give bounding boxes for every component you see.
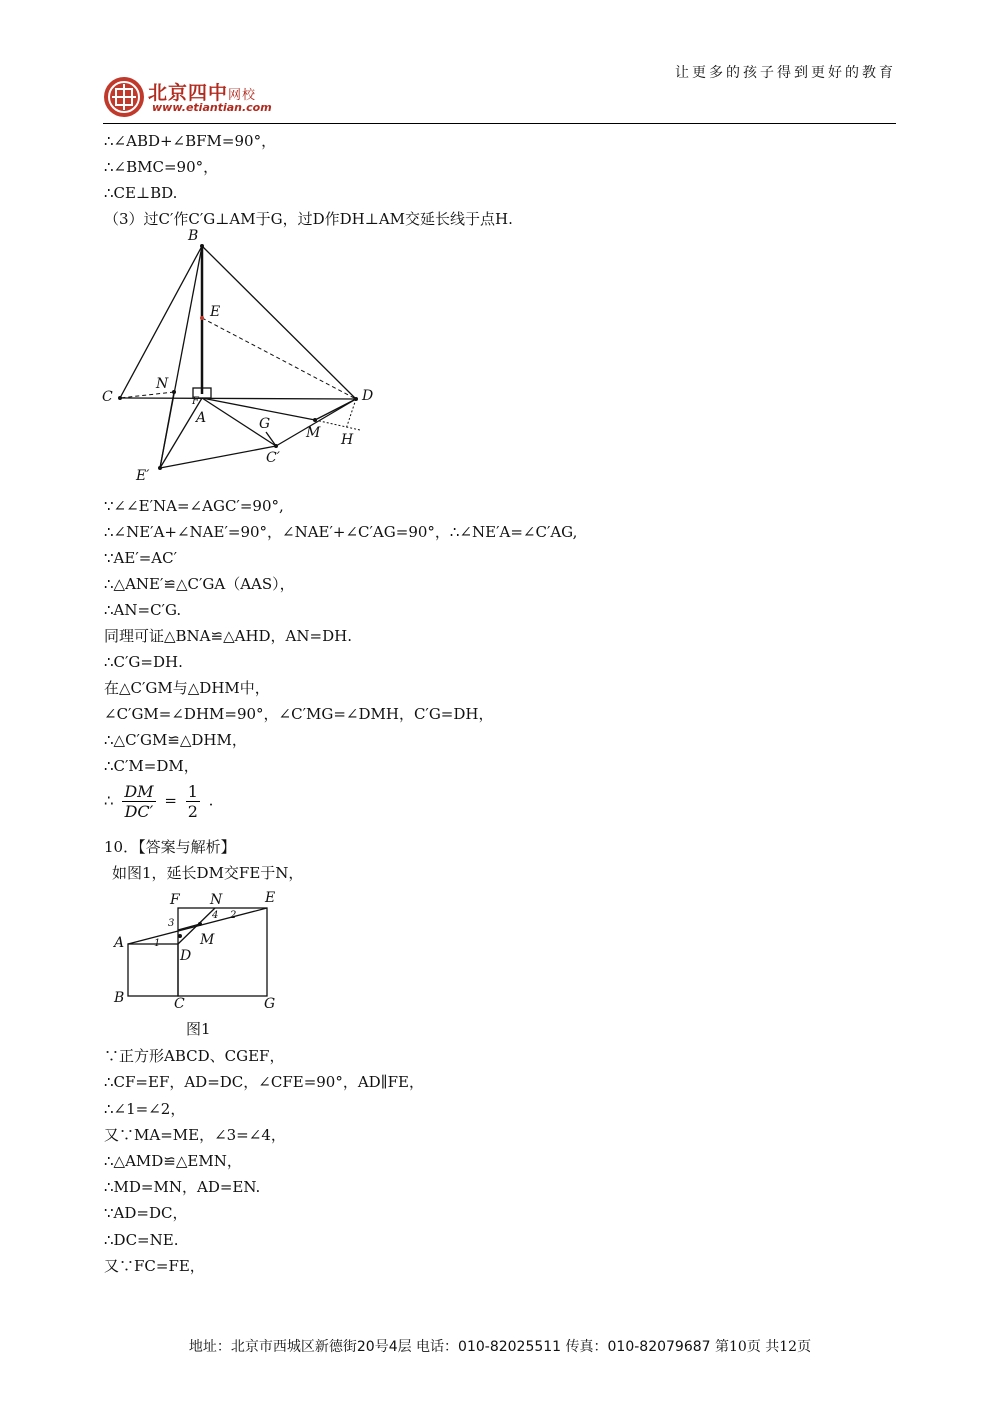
label-f: F — [192, 396, 199, 407]
conclusion-equation — [104, 782, 213, 821]
text-line: ∴∠1=∠2， — [104, 1100, 186, 1118]
label-d: D — [362, 388, 374, 404]
label-n: N — [156, 376, 169, 392]
label-1: 1 — [154, 938, 161, 949]
label-c: C — [102, 389, 113, 405]
label-b: B — [114, 990, 125, 1006]
label-m: M — [200, 932, 215, 948]
page-footer — [0, 1336, 1000, 1356]
label-e: E — [210, 304, 221, 320]
label-m: M — [306, 425, 321, 441]
footer-address: 地址：北京市西城区新德街20号4层 电话：010-82025511 传真：010-82079687 — [188, 1339, 711, 1355]
label-d: D — [180, 948, 192, 964]
label-c-prime: C′ — [266, 450, 280, 466]
text-line: ∵正方形ABCD、CGEF， — [104, 1047, 285, 1065]
label-a: A — [196, 410, 207, 426]
text-line: ∴CF=EF，AD=DC，∠CFE=90°，AD∥FE， — [104, 1073, 424, 1091]
fraction-dm-dc — [122, 782, 155, 821]
label-e: E — [265, 890, 276, 906]
label-g: G — [259, 416, 271, 432]
text-line: ∵AE′=AC′ — [104, 549, 178, 567]
logo-name: 北京四中网校 — [148, 82, 257, 104]
text-line: ∵∠∠E′NA=∠AGC′=90°, — [104, 497, 284, 515]
label-g: G — [264, 996, 276, 1012]
label-2: 2 — [230, 910, 237, 921]
label-h: H — [341, 432, 354, 448]
logo-url: www.etiantian.com — [152, 101, 272, 114]
text-line: ∴∠NE′A+∠NAE′=90°，∠NAE′+∠C′AG=90°，∴∠NE′A=∠C′AG, — [104, 523, 578, 541]
geometry-figure-2 — [108, 884, 288, 1014]
fraction-numerator: DM — [124, 782, 154, 801]
text-line: 又∵MA=ME，∠3=∠4， — [104, 1126, 286, 1144]
text-line: ∴AN=C′G. — [104, 601, 182, 619]
label-a: A — [114, 935, 125, 951]
label-b: B — [188, 228, 199, 244]
text-line: 同理可证△BNA≌△AHD，AN=DH. — [104, 627, 352, 645]
label-4: 4 — [212, 910, 219, 921]
text-line: ∴△C′GM≌△DHM， — [104, 731, 247, 749]
text-line: （3）过C′作C′G⊥AM于G，过D作DH⊥AM交延长线于点H. — [104, 210, 513, 228]
label-3: 3 — [168, 918, 175, 929]
geometry-figure-1 — [98, 226, 374, 488]
text-line: ∠C′GM=∠DHM=90°，∠C′MG=∠DMH，C′G=DH， — [104, 705, 494, 723]
fraction-numerator: 1 — [187, 782, 198, 801]
label-e-prime: E′ — [136, 468, 150, 484]
text-line: ∴C′G=DH. — [104, 653, 183, 671]
page-number: 第10页 共12页 — [715, 1339, 812, 1355]
text-line: ∴DC=NE. — [104, 1231, 179, 1249]
text-line: ∴△ANE′≌△C′GA（AAS）， — [104, 575, 295, 593]
period: . — [208, 791, 214, 810]
question-intro: 如图1，延长DM交FE于N， — [112, 864, 304, 882]
text-line: ∴CE⊥BD. — [104, 184, 178, 202]
figure-caption: 图1 — [186, 1020, 211, 1038]
fraction-one-half — [186, 782, 200, 821]
text-line: 又∵FC=FE， — [104, 1257, 205, 1275]
fraction-denominator: 2 — [187, 802, 198, 821]
text-line: ∴△AMD≌△EMN， — [104, 1152, 242, 1170]
text-line: ∵AD=DC， — [104, 1204, 188, 1222]
label-c: C — [174, 996, 185, 1012]
equals-sign: = — [164, 791, 177, 810]
therefore-symbol: ∴ — [104, 791, 114, 810]
text-line: ∴∠ABD+∠BFM=90°， — [104, 132, 277, 150]
text-line: ∴MD=MN，AD=EN. — [104, 1178, 261, 1196]
label-n: N — [210, 892, 223, 908]
text-line: 在△C′GM与△DHM中， — [104, 679, 270, 697]
header-slogan: 让更多的孩子得到更好的教育 — [675, 65, 896, 81]
header-divider — [103, 123, 896, 124]
label-f: F — [170, 892, 180, 908]
logo-suffix: 网校 — [228, 88, 257, 103]
text-line: ∴C′M=DM， — [104, 757, 199, 775]
question-heading: 10．【答案与解析】 — [104, 838, 236, 856]
fraction-denominator: DC′ — [124, 802, 154, 821]
text-line: ∴∠BMC=90°， — [104, 158, 219, 176]
